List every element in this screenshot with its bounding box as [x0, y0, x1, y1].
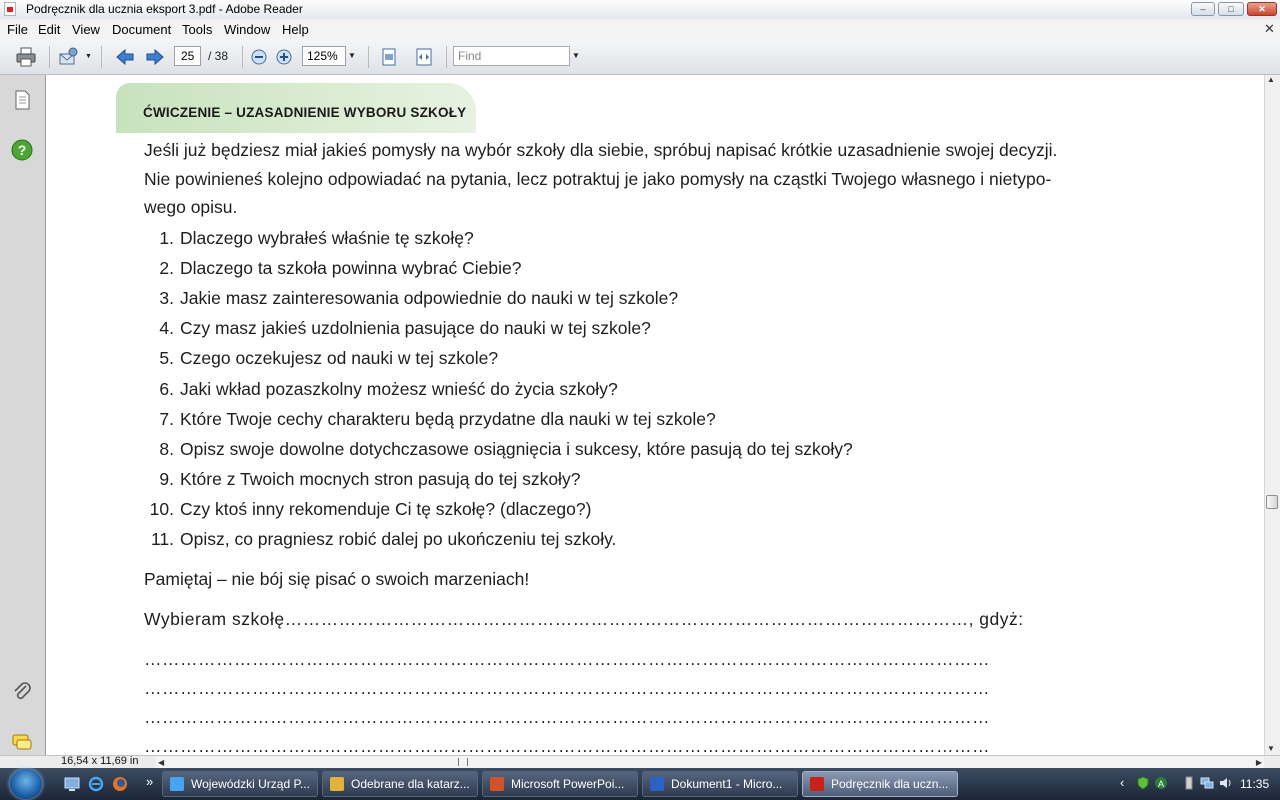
- question-text: Dlaczego ta szkoła powinna wybrać Ciebie?: [180, 258, 522, 278]
- intro-line-1: Jeśli już będziesz miał jakieś pomysły na wybór szkoły dla siebie, spróbuj napisać krótkie uzasadnienie swojej decyzji.: [144, 140, 1058, 160]
- vertical-scrollbar[interactable]: [1264, 75, 1280, 755]
- scrollbar-thumb[interactable]: [1266, 495, 1278, 509]
- svg-text:?: ?: [17, 142, 27, 158]
- ie-icon: [170, 777, 184, 791]
- pages-icon[interactable]: [11, 89, 33, 111]
- question-text: Opisz, co pragniesz robić dalej po ukończeniu tej szkoły.: [180, 529, 617, 549]
- next-page-icon[interactable]: [144, 46, 166, 68]
- close-button[interactable]: ✕: [1247, 2, 1277, 16]
- question-number: 2.: [159, 258, 174, 278]
- close-document-icon[interactable]: ✕: [1264, 21, 1275, 36]
- comments-icon[interactable]: [11, 732, 33, 754]
- zoom-in-icon[interactable]: [275, 48, 293, 66]
- question-text: Czego oczekujesz od nauki w tej szkole?: [180, 348, 499, 368]
- zoom-dropdown-icon[interactable]: ▼: [348, 51, 356, 60]
- question-text: Czy masz jakieś uzdolnienia pasujące do nauki w tej szkole?: [180, 318, 651, 338]
- quicklaunch-overflow-icon[interactable]: »: [146, 774, 154, 789]
- question-text: Opisz swoje dowolne dotychczasowe osiągnięcia i sukcesy, które pasują do tej szkoły?: [180, 439, 853, 459]
- pdf-icon: [4, 2, 16, 16]
- menu-tools[interactable]: Tools: [182, 22, 213, 37]
- question-number: 3.: [159, 288, 174, 308]
- scroll-right-arrow-icon[interactable]: ▶: [1255, 758, 1262, 767]
- question-number: 5.: [159, 348, 174, 368]
- show-desktop-icon[interactable]: [64, 776, 80, 792]
- fit-page-icon[interactable]: [378, 46, 400, 68]
- reminder-text: Pamiętaj – nie bój się pisać o swoich marzeniach!: [144, 569, 530, 589]
- minimize-button[interactable]: –: [1191, 2, 1215, 16]
- scroll-down-arrow-icon[interactable]: ▼: [1267, 744, 1275, 753]
- security-shield-icon[interactable]: [1136, 776, 1150, 790]
- zoom-level-input[interactable]: 125%: [302, 46, 346, 66]
- email-icon[interactable]: [58, 46, 80, 68]
- taskbar-button[interactable]: [802, 771, 958, 797]
- taskbar-button-label: Odebrane dla katarz...: [351, 777, 470, 791]
- page-number-input[interactable]: 25: [174, 46, 201, 66]
- attachment-icon[interactable]: [11, 681, 33, 703]
- printer-icon[interactable]: [15, 46, 37, 68]
- question-number: 8.: [159, 439, 174, 459]
- answer-line: ……………………………………………………………………………………………………………………………: [144, 736, 990, 755]
- toolbar-separator: [49, 46, 50, 68]
- taskbar: [0, 768, 1280, 800]
- adobe-reader-icon: [810, 777, 824, 791]
- start-button[interactable]: [10, 769, 42, 799]
- zoom-out-icon[interactable]: [250, 48, 268, 66]
- document-view[interactable]: [46, 75, 1264, 755]
- clock[interactable]: 11:35: [1240, 777, 1270, 791]
- scroll-up-arrow-icon[interactable]: ▲: [1267, 75, 1275, 84]
- taskbar-button-label: Dokument1 - Micro...: [671, 777, 783, 791]
- taskbar-button[interactable]: [162, 771, 318, 797]
- network-icon[interactable]: [1200, 776, 1214, 790]
- volume-icon[interactable]: [1218, 776, 1232, 790]
- scrollbar-grip[interactable]: [458, 758, 468, 766]
- find-dropdown-icon[interactable]: ▼: [572, 51, 580, 60]
- email-dropdown-icon[interactable]: ▼: [85, 53, 92, 60]
- question-number: 4.: [159, 318, 174, 338]
- menu-bar: [0, 19, 1280, 39]
- menu-help[interactable]: Help: [282, 22, 309, 37]
- question-text: Czy ktoś inny rekomenduje Ci tę szkołę? (dlaczego?): [180, 499, 592, 519]
- question-text: Jaki wkład pozaszkolny możesz wnieść do życia szkoły?: [180, 379, 618, 399]
- powerpoint-icon: [490, 777, 504, 791]
- language-icon[interactable]: [1154, 776, 1168, 790]
- ie-icon[interactable]: [88, 776, 104, 792]
- question-number: 10.: [149, 499, 174, 519]
- question-text: Które Twoje cechy charakteru będą przydatne dla nauki w tej szkole?: [180, 409, 716, 429]
- question-number: 1.: [159, 228, 174, 248]
- school-choice-line: Wybieram szkołę……………………………………………………………………………………………………, gdyż:: [144, 609, 1024, 629]
- menu-edit[interactable]: Edit: [38, 22, 61, 37]
- question-text: Dlaczego wybrałeś właśnie tę szkołę?: [180, 228, 474, 248]
- menu-window[interactable]: Window: [224, 22, 271, 37]
- menu-document[interactable]: Document: [112, 22, 172, 37]
- taskbar-button-label: Microsoft PowerPoi...: [511, 777, 625, 791]
- taskbar-button-label: Wojewódzki Urząd P...: [191, 777, 310, 791]
- help-icon[interactable]: [11, 139, 33, 161]
- intro-line-2: Nie powinieneś kolejno odpowiadać na pytania, lecz potraktuj je jako pomysły na cząstki Twojego własnego i nietypo-: [144, 169, 1052, 189]
- previous-page-icon[interactable]: [114, 46, 136, 68]
- svg-text:A: A: [1157, 779, 1165, 789]
- menu-file[interactable]: File: [7, 22, 28, 37]
- taskbar-button-label: Podręcznik dla uczn...: [831, 777, 949, 791]
- maximize-button[interactable]: □: [1218, 2, 1244, 16]
- question-number: 6.: [159, 379, 174, 399]
- tray-expand-icon[interactable]: ‹: [1120, 775, 1125, 790]
- firefox-icon[interactable]: [112, 776, 128, 792]
- question-text: Które z Twoich mocnych stron pasują do tej szkoły?: [180, 469, 581, 489]
- toolbar-separator: [242, 46, 243, 68]
- answer-line: ……………………………………………………………………………………………………………………………: [144, 649, 990, 669]
- question-text: Jakie masz zainteresowania odpowiednie do nauki w tej szkole?: [180, 288, 679, 308]
- title-bar: [0, 0, 1280, 20]
- toolbar: [0, 39, 1280, 75]
- taskbar-button[interactable]: [482, 771, 638, 797]
- page-size-readout: 16,54 x 11,69 in: [61, 755, 139, 767]
- word-icon: [650, 777, 664, 791]
- section-heading: ĆWICZENIE – UZASADNIENIE WYBORU SZKOŁY: [143, 105, 467, 120]
- question-number: 7.: [159, 409, 174, 429]
- taskbar-button[interactable]: [642, 771, 798, 797]
- scroll-left-arrow-icon[interactable]: ◀: [158, 758, 165, 767]
- mail-icon: [330, 777, 344, 791]
- toolbar-separator: [446, 46, 447, 68]
- window-title: Podręcznik dla ucznia eksport 3.pdf - Adobe Reader: [26, 2, 303, 16]
- page-total: / 38: [208, 49, 229, 63]
- find-input[interactable]: Find: [453, 46, 570, 66]
- question-number: 11.: [150, 529, 174, 549]
- navigation-panel: [0, 75, 46, 755]
- usb-device-icon[interactable]: [1182, 776, 1196, 790]
- status-bar: [0, 755, 1280, 769]
- toolbar-separator: [368, 46, 369, 68]
- menu-view[interactable]: View: [72, 22, 100, 37]
- intro-line-3: wego opisu.: [144, 197, 238, 217]
- taskbar-button[interactable]: [322, 771, 478, 797]
- fit-width-icon[interactable]: [413, 46, 435, 68]
- toolbar-separator: [101, 46, 102, 68]
- answer-line: ……………………………………………………………………………………………………………………………: [144, 707, 990, 727]
- question-number: 9.: [159, 469, 174, 489]
- answer-line: ……………………………………………………………………………………………………………………………: [144, 678, 990, 698]
